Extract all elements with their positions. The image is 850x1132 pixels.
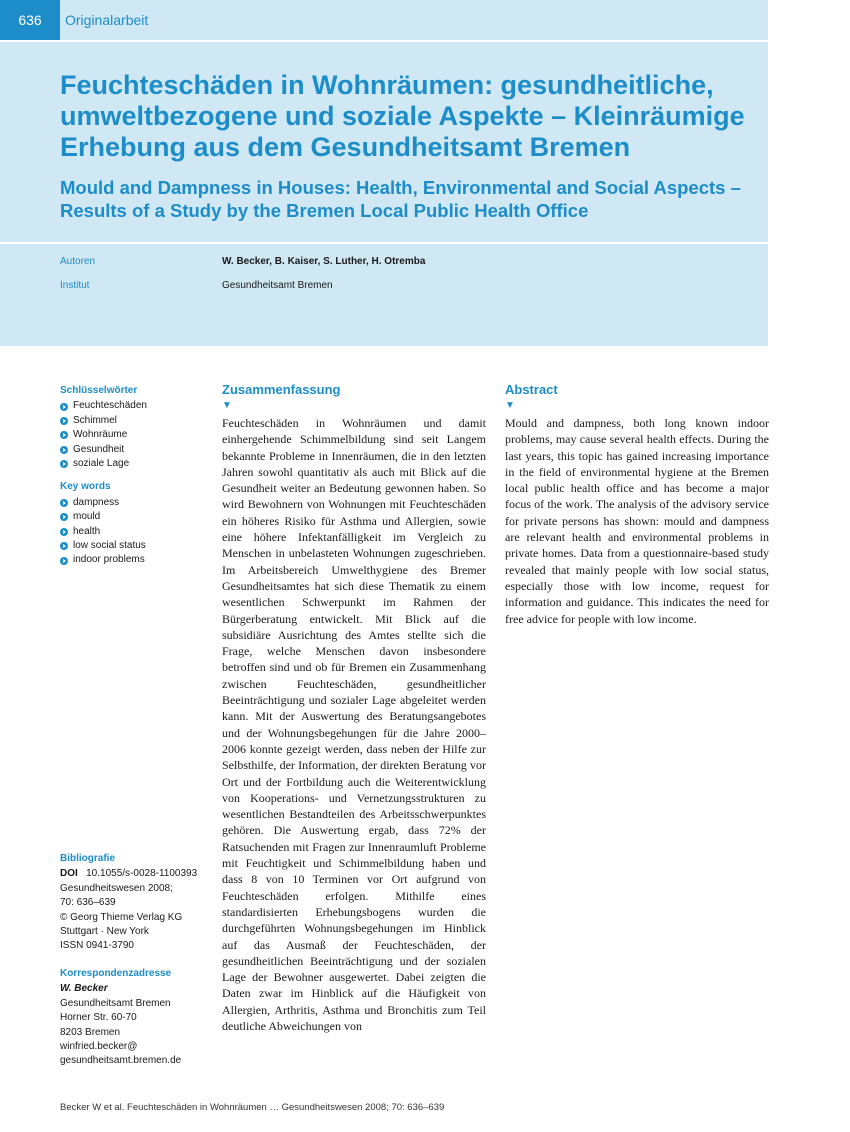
authors: W. Becker, B. Kaiser, S. Luther, H. Otremba [222, 256, 426, 267]
keyword-item: low social status [60, 539, 210, 553]
keyword-item: dampness [60, 496, 210, 510]
keyword-item: Feuchteschäden [60, 399, 210, 413]
keyword-item: health [60, 525, 210, 539]
address-line: 8203 Bremen [60, 1026, 121, 1038]
zusammenfassung-column [222, 381, 486, 1034]
keywords-de-list [60, 399, 210, 471]
keywords-en-heading: Key words [60, 481, 111, 493]
arrow-bullet-icon [60, 460, 68, 468]
address-line: Gesundheitsamt Bremen [60, 997, 171, 1009]
abstract-column [505, 381, 769, 627]
keyword-item: Gesundheit [60, 443, 210, 457]
correspondence-name: W. Becker [60, 983, 108, 995]
bibliography-heading: Bibliografie [60, 853, 116, 864]
arrow-bullet-icon [60, 528, 68, 536]
zusammenfassung-text: Feuchteschäden in Wohnräumen und damit einhergehende Schimmelbildung sind seit Langem bekannte Probleme in Innenräumen, die in den letzten Jahren sowohl quantitativ als auch mit Blick auf die Gesundheit weiter an Bedeutung gewonnen haben. So wird Bewohnern von Wohnungen mit Feuchteschäden ein höheres Risiko für Asthma und Allergien, sowie eine höhere Infektanfälligkeit im Vergleich zu Menschen in unbelasteten Wohnungen zugeschrieben. Im Arbeitsbereich Umwelthygiene des Bremer Gesundheitsamtes hat sich diese Thematik zu einem wesentlichen Schwerpunkt im Rahmen der Bürgerberatung entwickelt. Mit Blick auf die subsidiäre Ausrichtung des Amtes stellte sich die Frage, welche Menschen davon insbesondere betroffen sind und ob für Bremen ein Zusammenhang zwischen Feuchteschäden, gesundheitlicher Beeinträchtigung und sozialer Lage abgeleitet werden kann. Mit der Auswertung des Beratungsangebotes und der Wohnungsbegehungen für die Jahre 2000–2006 konnte gezeigt werden, dass neben der Hilfe zur Selbsthilfe, der Information, der direkten Beratung vor Ort und der Fortbildung auch die Weiterentwicklung von Kooperations- und Vernetzungsstrukturen zu wesentlichen Bestandteilen des Arbeitsschwerpunktes gehören. Die Auswertung ergab, dass 72% der Ratsuchenden mit Fragen zur Innenraumluft Probleme mit Feuchtigkeit und Schimmelbildung haben und dass 8 von 10 Terminen vor Ort aufgrund von Feuchteschäden erfolgen. Mithilfe eines standardisierten Erhebungsbogens wurden die durchgeführten Wohnungsbegehungen im Hinblick auf das Ausmaß der Feuchteschäden, der gesundheitlichen Beeinträchtigung und der sozialen Lage der Bewohner ausgewertet. Dabei zeigten die Daten zwar im Hinblick auf die Häufigkeit von Allergien, Arthritis, Asthma und Bronchitis zum Teil deutliche Abweichungen von [222, 416, 486, 1033]
keywords-en-list [60, 496, 210, 568]
keyword-item: mould [60, 510, 210, 524]
running-header [0, 0, 768, 40]
page-number: 636 [0, 0, 60, 40]
email-line[interactable]: gesundheitsamt.bremen.de [60, 1055, 182, 1067]
keyword-item: Wohnräume [60, 428, 210, 442]
arrow-bullet-icon [60, 513, 68, 521]
bibliography-block [60, 852, 210, 954]
keyword-item: soziale Lage [60, 457, 210, 471]
section-label: Originalarbeit [65, 12, 149, 28]
volume: 70: 636–639 [60, 897, 116, 909]
arrow-bullet-icon [60, 403, 68, 411]
arrow-bullet-icon [60, 446, 68, 454]
copyright: © Georg Thieme Verlag KG [60, 911, 183, 923]
email-line[interactable]: winfried.becker@ [60, 1041, 138, 1053]
institute-label: Institut [60, 280, 90, 291]
keyword-item: Schimmel [60, 414, 210, 428]
arrow-bullet-icon [60, 431, 68, 439]
keywords-de-heading: Schlüsselwörter [60, 385, 138, 396]
title-english: Mould and Dampness in Houses: Health, Environmental and Social Aspects – Results of a Study by the Bremen Local Public Health Office [60, 177, 741, 221]
arrow-bullet-icon [60, 499, 68, 507]
down-arrow-icon: ▼ [222, 400, 232, 411]
journal: Gesundheitswesen 2008; [60, 882, 173, 894]
doi-value[interactable]: 10.1055/s-0028-1100393 [86, 868, 198, 880]
keywords-sidebar [60, 384, 210, 568]
arrow-bullet-icon [60, 542, 68, 550]
title-block [0, 42, 768, 242]
abstract-heading: Abstract [505, 382, 558, 397]
doi-line [60, 867, 210, 881]
arrow-bullet-icon [60, 557, 68, 565]
arrow-bullet-icon [60, 417, 68, 425]
correspondence-block [60, 967, 210, 1069]
page-footer: Becker W et al. Feuchteschäden in Wohnräumen … Gesundheitswesen 2008; 70: 636–639 [60, 1102, 445, 1113]
keyword-item: indoor problems [60, 553, 210, 567]
down-arrow-icon: ▼ [505, 400, 515, 411]
publisher-place: Stuttgart · New York [60, 926, 149, 938]
doi-label: DOI [60, 868, 78, 880]
abstract-text: Mould and dampness, both long known indoor problems, may cause several health effects. During the last years, this topic has gained increasing importance in the field of environmental hygiene at the Bremen local public health office and has become a major focus of the work. The analysis of the advisory service for private persons has shown: mould and dampness are relevant health and environmental problems in private homes. Data from a questionnaire-based study revealed that mainly people with low social status, especially those with low income, request for information and guidance. This indicates the need for free advice for people with low income. [505, 416, 769, 626]
issn: ISSN 0941-3790 [60, 940, 134, 952]
title-german: Feuchteschäden in Wohnräumen: gesundheitliche, umweltbezogene und soziale Aspekte – Kleinräumige Erhebung aus dem Gesundheitsamt Bremen [60, 70, 745, 162]
correspondence-heading: Korrespondenzadresse [60, 968, 172, 979]
institute: Gesundheitsamt Bremen [222, 280, 333, 291]
author-block [0, 244, 768, 346]
address-line: Horner Str. 60-70 [60, 1012, 137, 1024]
authors-label: Autoren [60, 256, 96, 267]
zusammenfassung-heading: Zusammenfassung [222, 382, 341, 397]
